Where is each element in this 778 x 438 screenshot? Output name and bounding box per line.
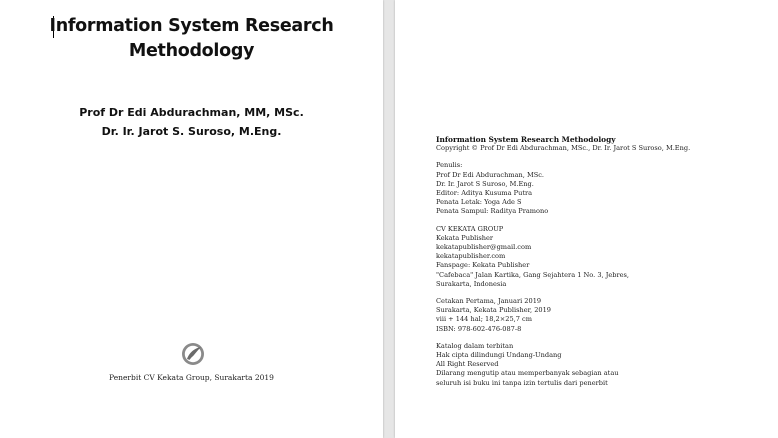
colophon-publisher [436,225,766,289]
publisher-line-item[interactable]: kekatapublisher.com [436,252,506,261]
publisher-line-item[interactable]: Surakarta, Indonesia [436,279,507,288]
publisher-line-item[interactable]: kekatapublisher@gmail.com [436,243,532,252]
publisher-line-item[interactable]: Fanspage: Kekata Publisher [436,261,530,270]
credits-line[interactable]: Penata Letak: Yoga Ade S [436,198,522,207]
publisher-line-item[interactable]: Kekata Publisher [436,233,494,242]
credits-line[interactable]: Dr. Ir. Jarot S Suroso, M.Eng. [436,179,534,188]
rights-line[interactable]: seluruh isi buku ini tanpa izin tertulis dari penerbit [436,378,608,387]
edition-line[interactable]: Surakarta, Kekata Publisher, 2019 [436,306,552,315]
edition-line[interactable]: ISBN: 978-602-476-087-8 [436,324,522,333]
colophon-rights [436,342,766,388]
colophon-header [436,135,766,153]
rights-line[interactable]: Dilarang mengutip atau memperbanyak sebagian atau [436,369,619,378]
publisher-line-item[interactable]: "Cafebaca" Jalan Kartika, Gang Sejahtera 1 No. 3, Jebres, [436,270,630,279]
edition-line[interactable]: Cetakan Pertama, Januari 2019 [436,297,542,306]
publisher-line[interactable]: Penerbit CV Kekata Group, Surakarta 2019 [109,373,274,382]
colophon-edition [436,297,766,334]
credits-line[interactable]: Penulis: [436,161,463,170]
author-1[interactable]: Prof Dr Edi Abdurachman, MM, MSc. [79,106,304,119]
rights-line[interactable]: All Right Reserved [436,360,499,369]
book-title-line-2[interactable]: Methodology [128,41,255,61]
publisher-line-item[interactable]: CV KEKATA GROUP [436,224,504,233]
credits-line[interactable]: Editor: Aditya Kusuma Putra [436,189,533,198]
book-title[interactable] [0,14,383,64]
author-2[interactable]: Dr. Ir. Jarot S. Suroso, M.Eng. [101,125,282,138]
title-page[interactable] [0,0,383,438]
rights-line[interactable]: Hak cipta dilindungi Undang-Undang [436,351,562,360]
credits-line[interactable]: Penata Sampul: Raditya Pramono [436,207,549,216]
colophon-title[interactable]: Information System Research Methodology [436,135,616,144]
colophon-credits [436,161,766,216]
book-title-line-1[interactable]: Information System Research [49,16,334,36]
authors-block [0,103,383,141]
credits-line[interactable]: Prof Dr Edi Abdurachman, MSc. [436,170,545,179]
colophon-copyright[interactable]: Copyright © Prof Dr Edi Abdurachman, MSc., Dr. Ir. Jarot S Suroso, M.Eng. [436,144,691,153]
colophon [436,135,766,396]
edition-line[interactable]: viii + 144 hal; 18,2×25,7 cm [436,315,532,324]
copyright-page[interactable] [395,0,778,438]
rights-line[interactable]: Katalog dalam terbitan [436,341,514,350]
publisher-logo-icon [181,342,205,366]
